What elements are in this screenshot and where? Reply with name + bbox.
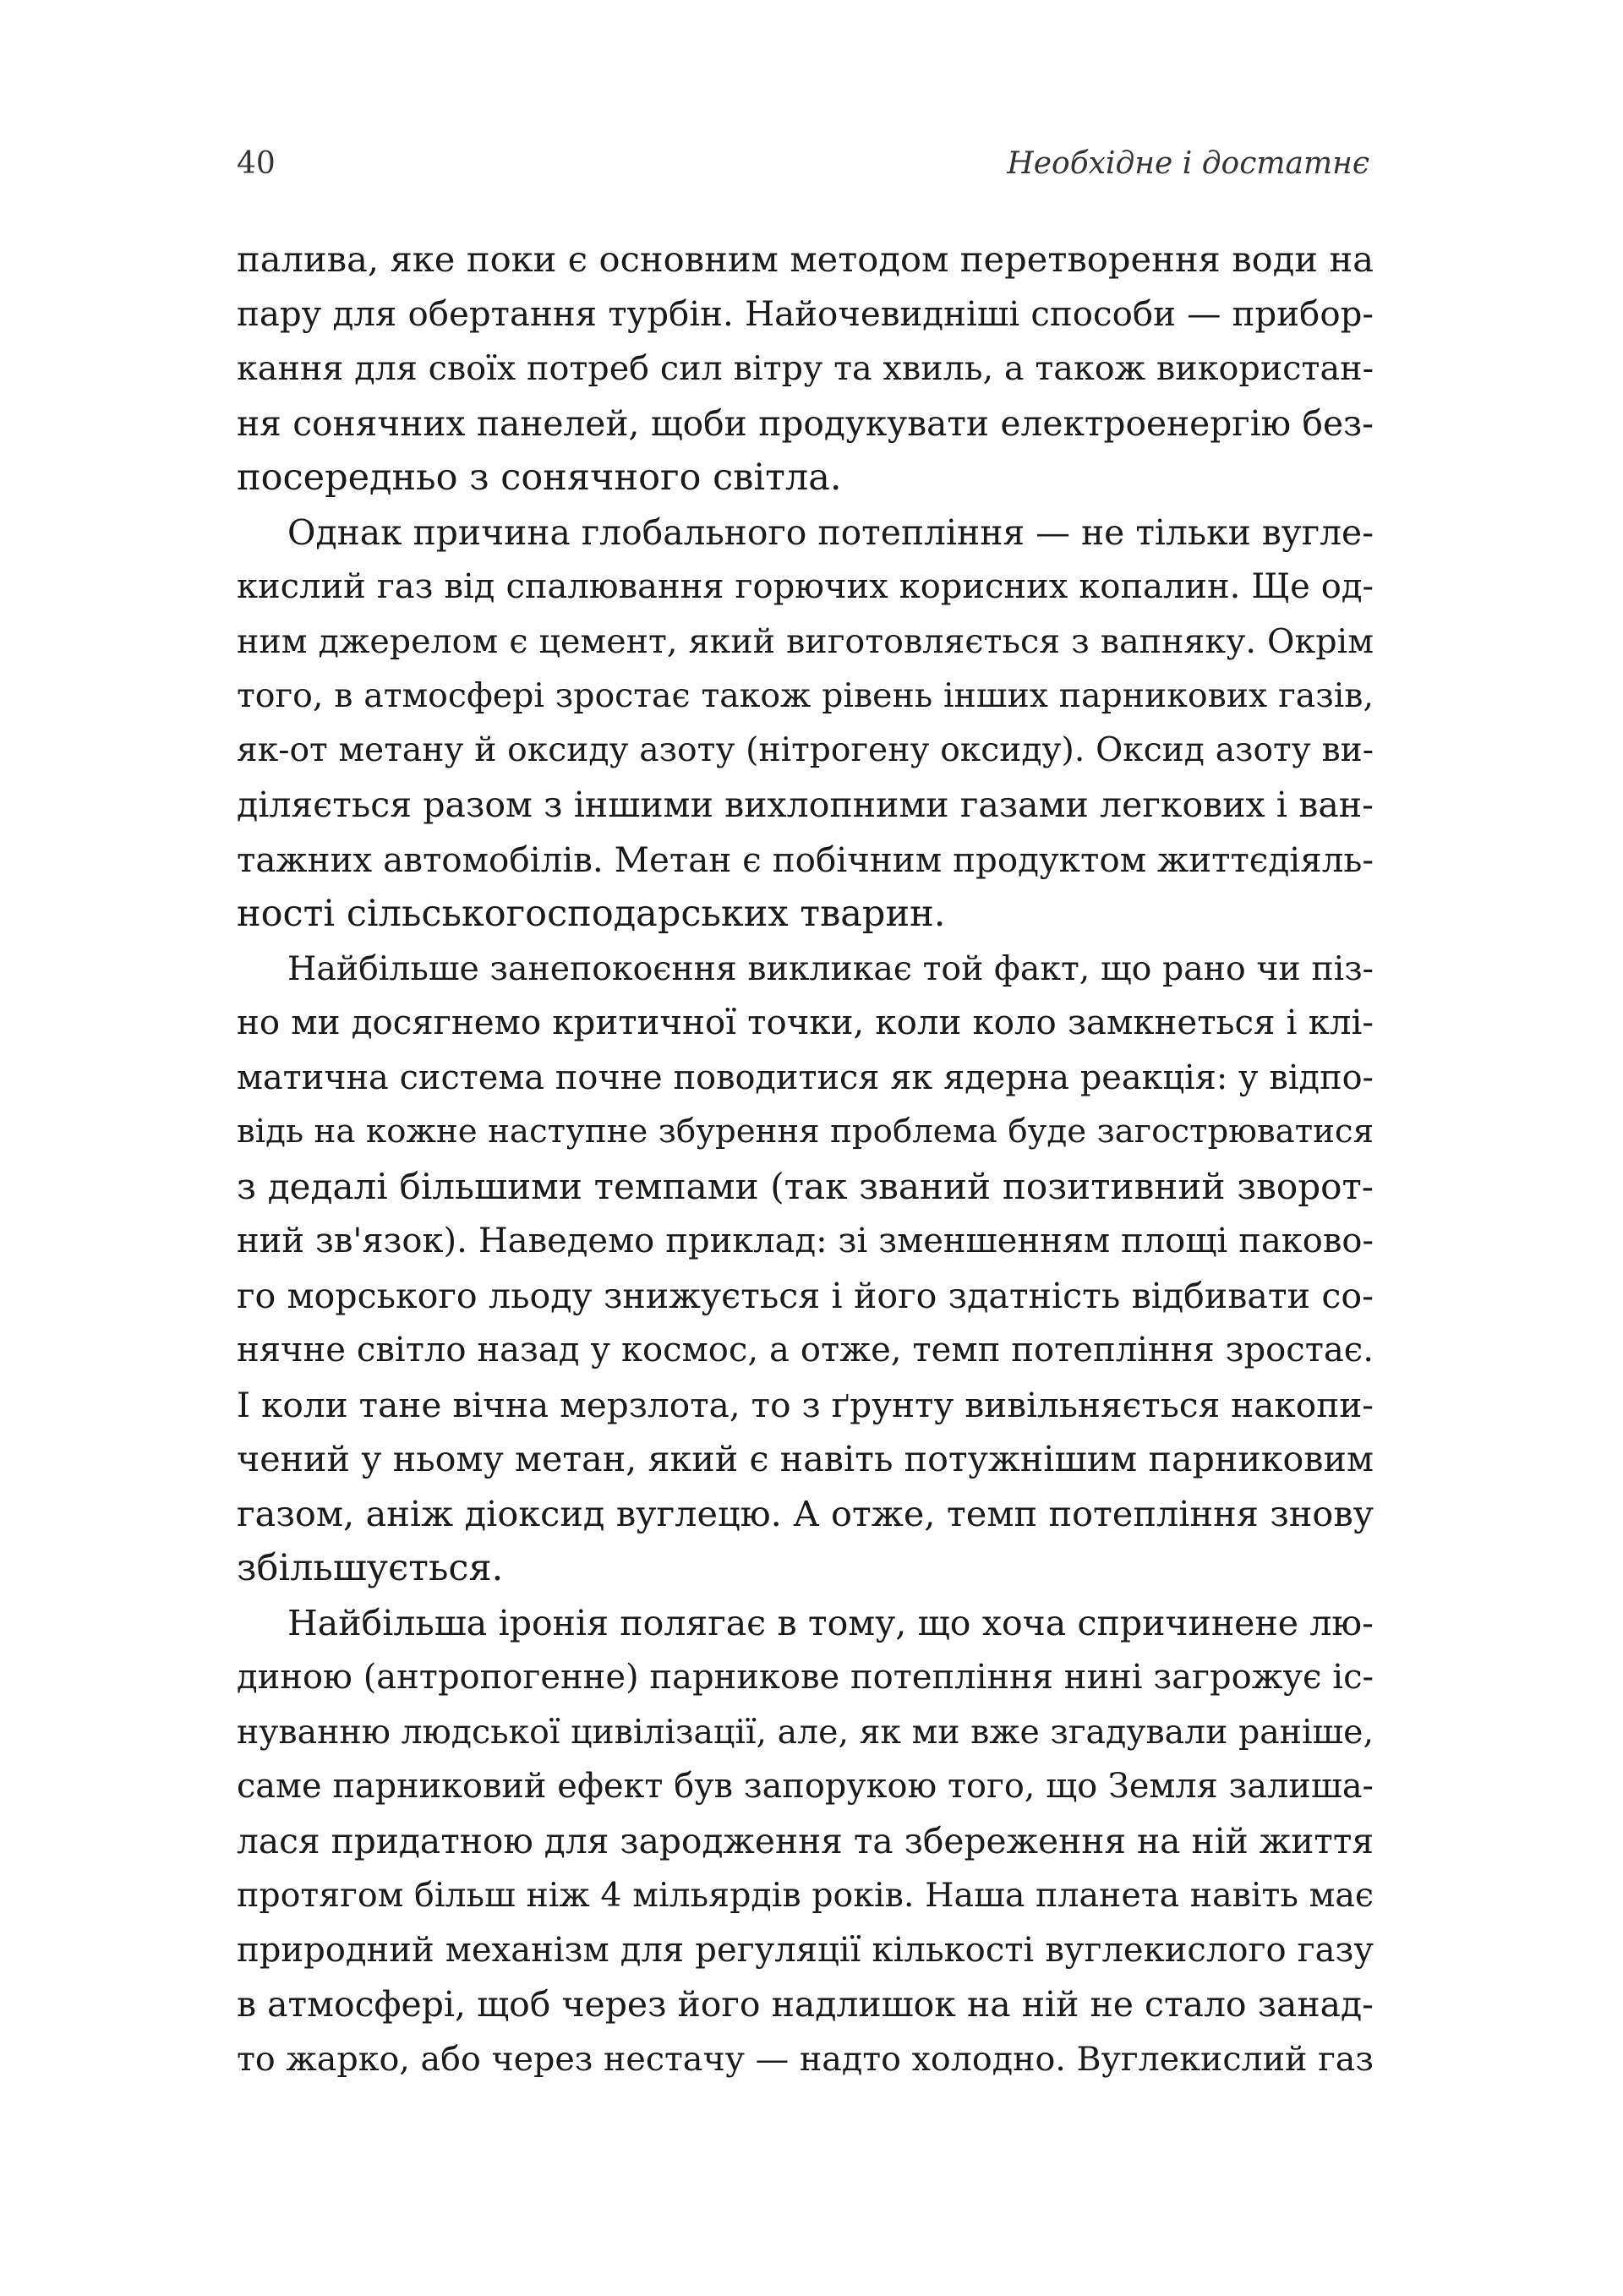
text-line: ня сонячних панелей, щоби продукувати електроенергію без- — [237, 402, 1374, 444]
text-line: лася придатною для зародження та збереження на ній життя — [237, 1820, 1374, 1861]
text-line: тажних автомобілів. Метан є побічним продуктом життєдіяль- — [237, 839, 1374, 880]
text-line: кання для своїх потреб сил вітру та хвиль, а також використан- — [237, 349, 1374, 388]
text-line: ний зв'язок). Наведемо приклад: зі зменшенням площі паково- — [237, 1222, 1374, 1260]
paragraph — [237, 506, 1374, 942]
text-line: посередньо з сонячного світла. — [237, 456, 842, 499]
text-line: ним джерелом є цемент, який виготовляється з вапняку. Окрім — [237, 621, 1374, 661]
paragraph — [237, 942, 1374, 1596]
paragraph — [237, 1596, 1374, 2087]
text-line: Однак причина глобального потепління — не тільки вугле- — [287, 511, 1374, 553]
text-line: кислий газ від спалювання горючих корисних копалин. Ще од- — [237, 567, 1374, 606]
text-line: природний механізм для регуляції кількості вуглекислого газу — [237, 1930, 1374, 1970]
text-line: Найбільша іронія полягає в тому, що хоча спричинене лю- — [287, 1602, 1374, 1643]
text-line: палива, яке поки є основним методом перетворення води на — [237, 238, 1374, 280]
text-line: го морського льоду знижується і його здатність відбивати со- — [237, 1275, 1374, 1316]
paragraph — [237, 232, 1374, 506]
text-line: діляється разом з іншими вихлопними газами легкових і ван- — [237, 784, 1374, 825]
text-line: но ми досягнемо критичної точки, коли коло замкнеться і клі- — [237, 1003, 1374, 1042]
text-line: матична система почне поводитися як ядерна реакція: у відпо- — [237, 1058, 1374, 1097]
page-header — [237, 139, 1369, 189]
text-line: пару для обертання турбін. Найочевидніші способи — прибор- — [237, 293, 1374, 334]
text-line: газом, аніж діоксид вуглецю. А отже, темп потепління знову — [237, 1493, 1374, 1534]
text-line: то жарко, або через нестачу — надто холодно. Вуглекислий газ — [237, 2039, 1374, 2079]
text-line: з дедалі більшими темпами (так званий позитивний зворот- — [237, 1165, 1374, 1207]
text-line: нячне світло назад у космос, а отже, темп потепління зростає. — [237, 1331, 1374, 1369]
text-line: в атмосфері, щоб через його надлишок на ній не стало занад- — [237, 1984, 1374, 2025]
text-line: як-от метану й оксиду азоту (нітрогену оксиду). Оксид азоту ви- — [237, 730, 1374, 769]
text-line: протягом більш ніж 4 мільярдів років. Наша планета навіть має — [237, 1876, 1374, 1915]
running-head: Необхідне і достатнє — [1007, 146, 1369, 181]
text-line: відь на кожне наступне збурення проблема буде загострюватися — [237, 1112, 1374, 1151]
text-line: Найбільше занепокоєння викликає той факт, що рано чи піз- — [287, 948, 1374, 988]
text-line: диною (антропогенне) парникове потепління нині загрожує іс- — [237, 1658, 1374, 1697]
text-line: І коли тане вічна мерзлота, то з ґрунту вивільняється накопи- — [237, 1384, 1374, 1425]
text-line: нуванню людської цивілізації, але, як ми вже згадували раніше, — [237, 1712, 1374, 1752]
text-line: чений у ньому метан, який є навіть потужнішим парниковим — [237, 1439, 1374, 1479]
text-line: ності сільськогосподарських тварин. — [237, 893, 946, 935]
page-number: 40 — [237, 146, 276, 181]
text-line: того, в атмосфері зростає також рівень інших парникових газів, — [237, 676, 1374, 715]
body-text — [237, 232, 1374, 2086]
text-line: саме парниковий ефект був запорукою того, що Земля залиша- — [237, 1767, 1374, 1806]
text-line: збільшується. — [237, 1547, 504, 1589]
